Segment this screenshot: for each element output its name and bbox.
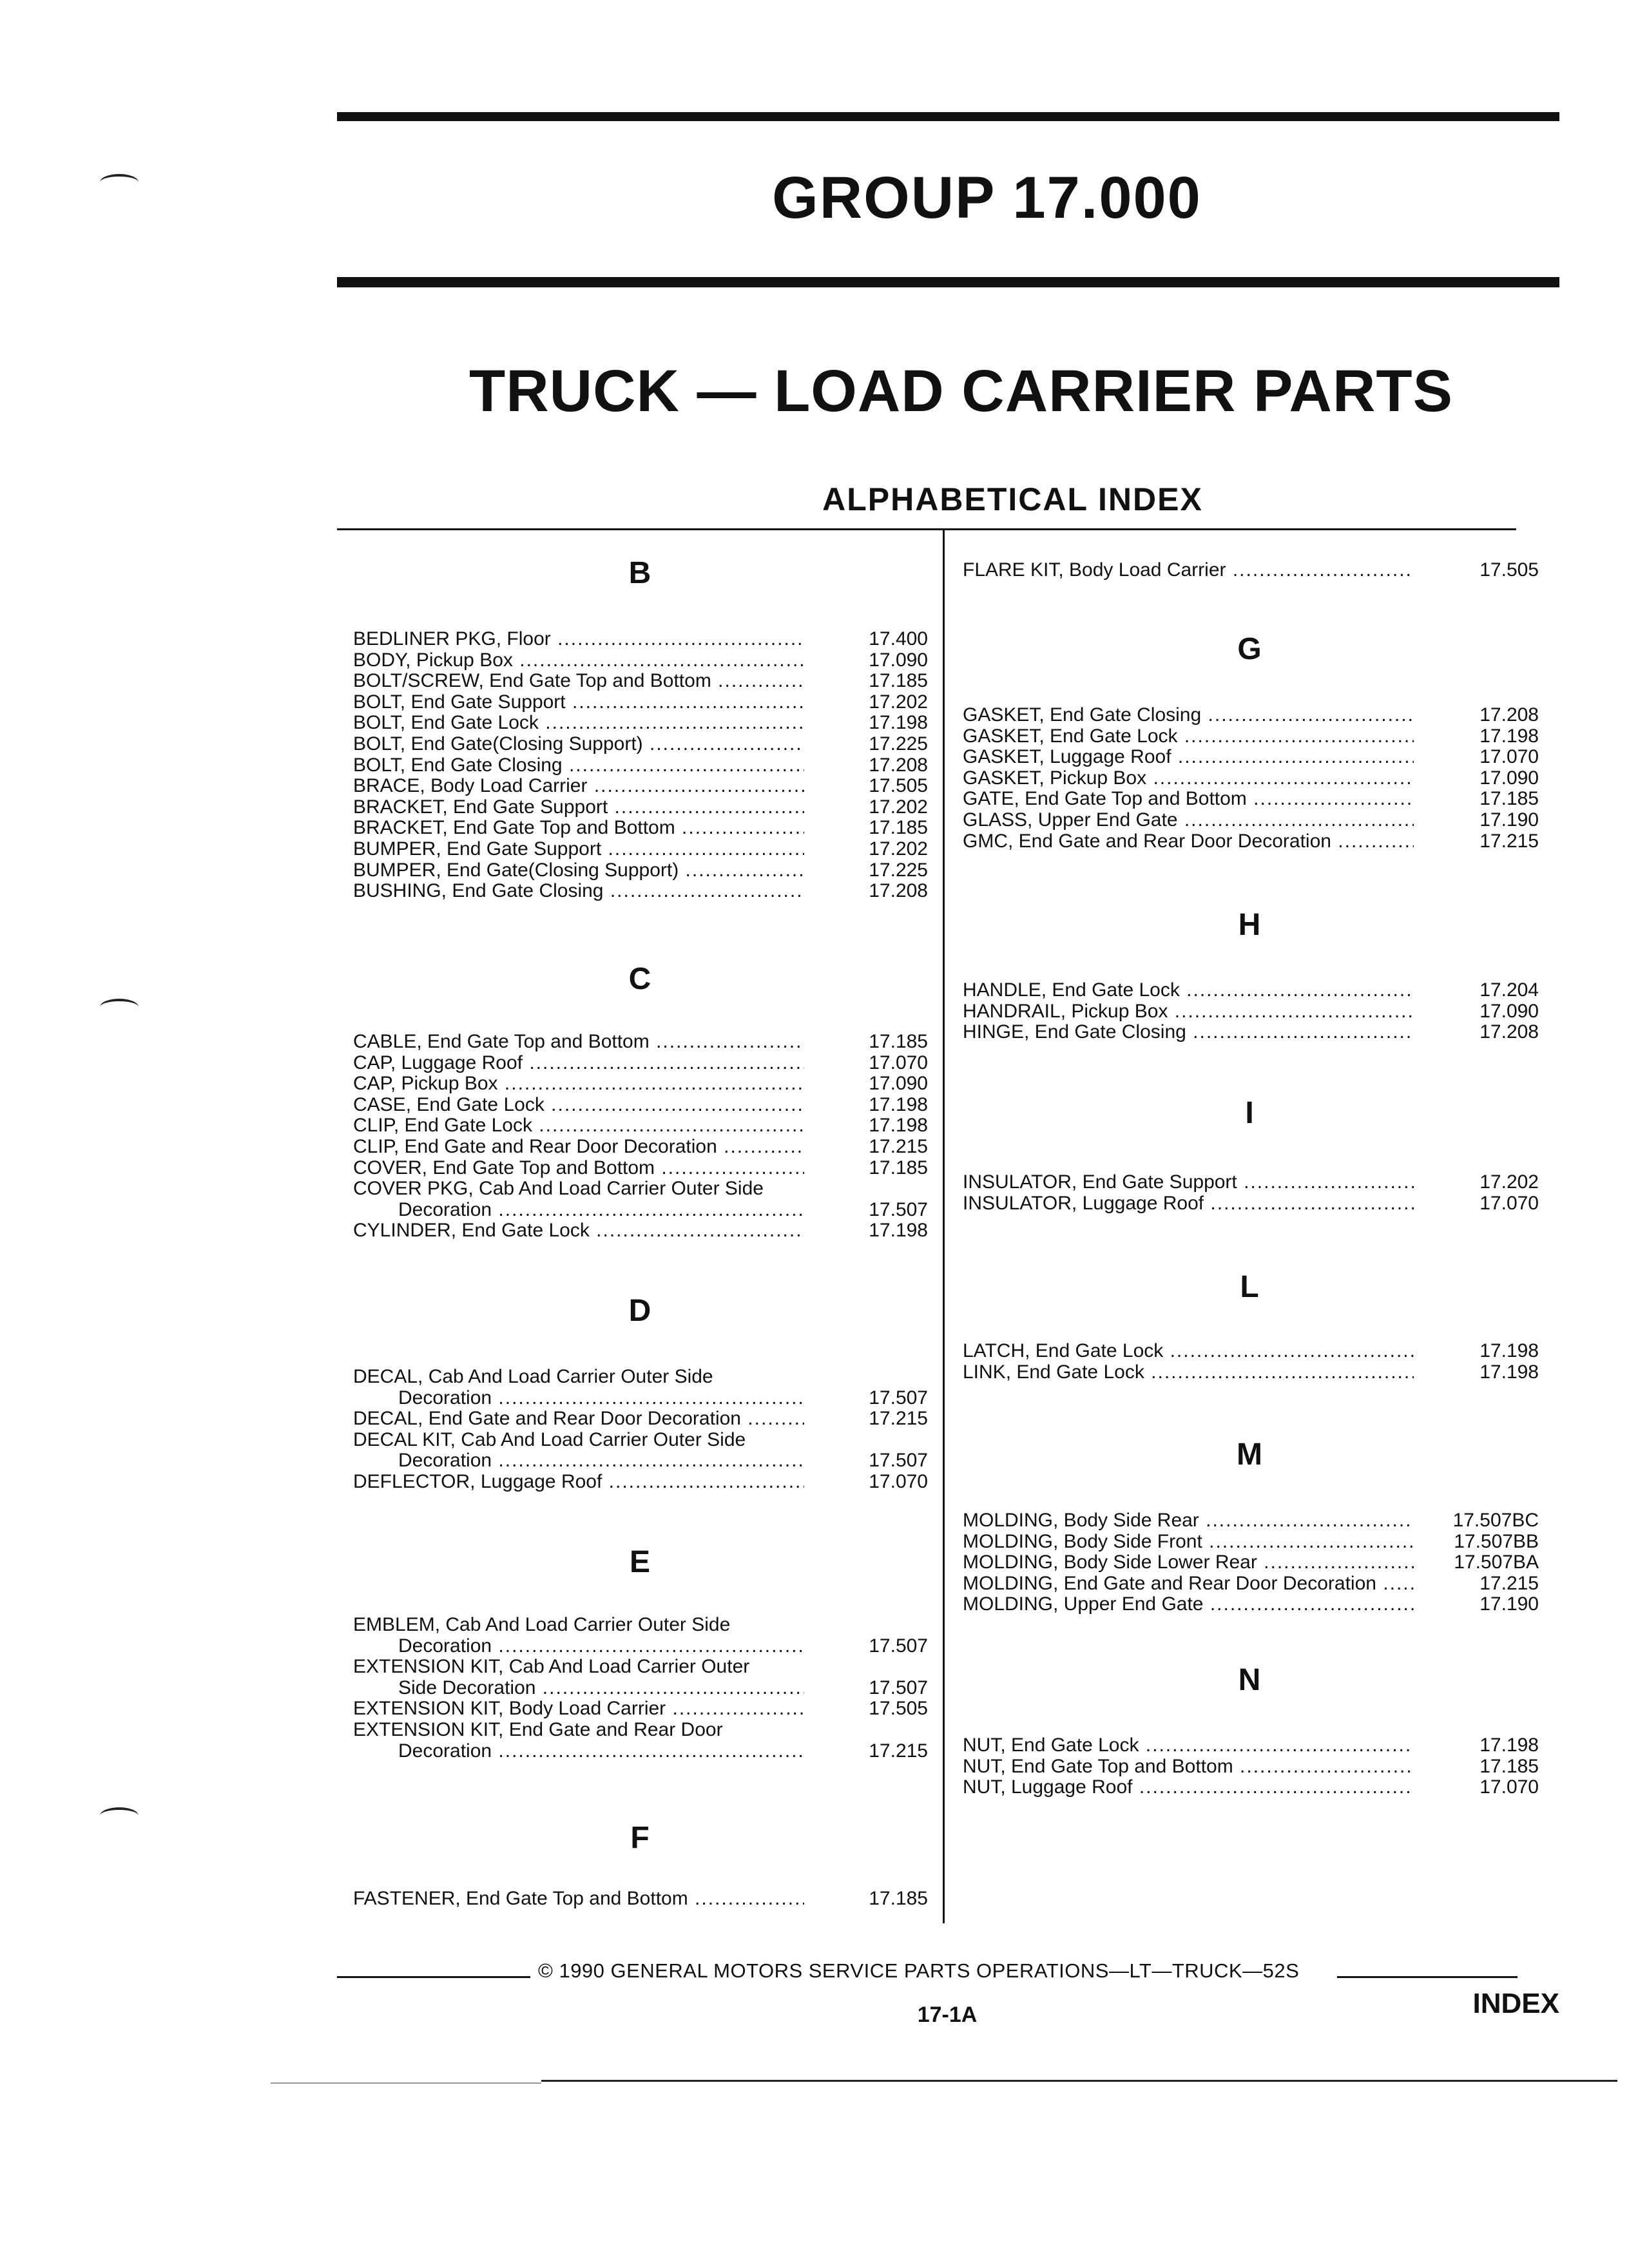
index-entry [353,1178,934,1199]
index-entry-page: 17.198 [1480,1361,1539,1383]
index-entry-page: 17.215 [869,1136,928,1157]
index-entry-text: BRACKET, End Gate Support ..... [353,796,804,818]
index-entry-text: INSULATOR, End Gate Support ..... [963,1171,1414,1193]
index-entry [353,1429,934,1450]
index-entry-text: Decoration ..... [353,1387,804,1408]
index-entry [353,691,934,713]
index-entry-text: BEDLINER PKG, Floor ..... [353,628,804,649]
footer-copyright: © 1990 GENERAL MOTORS SERVICE PARTS OPERATIONS—LT—TRUCK—52S [538,1959,1300,1982]
bottom-rule-faint [271,2082,541,2084]
index-entry-page: 17.505 [869,1698,928,1720]
index-entry [963,746,1539,768]
index-letter-n: N [1238,1663,1261,1697]
header-rule [337,277,1559,287]
index-entry [353,1656,934,1677]
index-entry-text: DECAL, End Gate and Rear Door Decoration ..... [353,1408,804,1429]
index-letter-c: C [628,962,651,996]
index-entry-text: MOLDING, Body Side Front ..... [963,1531,1414,1552]
index-entry-text: BUSHING, End Gate Closing ..... [353,880,804,901]
index-entry-text: GMC, End Gate and Rear Door Decoration ..... [963,831,1414,852]
index-entry [353,1387,934,1408]
index-entry-page: 17.198 [869,712,928,734]
index-letter-d: D [628,1294,651,1328]
index-entry-page: 17.400 [869,628,928,649]
index-entry-page: 17.198 [1480,1340,1539,1361]
index-entry-page: 17.208 [869,880,928,902]
punch-hole-mark [100,999,139,1015]
index-entry-text: GASKET, Pickup Box ..... [963,767,1414,789]
index-entry-page: 17.215 [869,1740,928,1762]
section-label: INDEX [1472,1988,1559,2019]
index-entry [353,1115,934,1136]
index-entry [353,860,934,881]
index-entry-text: HANDLE, End Gate Lock ..... [963,979,1414,1001]
index-entry-page: 17.225 [869,733,928,754]
index-letter-f: F [630,1821,650,1855]
index-entry [353,1408,934,1429]
index-entry-text: CASE, End Gate Lock ..... [353,1094,804,1115]
index-entry-page: 17.185 [869,1031,928,1052]
index-entry [963,704,1539,726]
index-entry [963,1192,1539,1214]
index-entry [353,880,934,901]
index-entry-text: EMBLEM, Cab And Load Carrier Outer Side [353,1614,731,1635]
index-entry-page: 17.090 [1480,767,1539,789]
index-entry [353,670,934,691]
index-entry [963,1000,1539,1022]
punch-hole-mark [100,174,139,191]
index-entry-text: CLIP, End Gate and Rear Door Decoration ..... [353,1136,804,1157]
footer-rule-left [337,1976,530,1978]
index-entry-text: BRACE, Body Load Carrier ..... [353,775,804,796]
index-entry-text: CYLINDER, End Gate Lock ..... [353,1220,804,1241]
index-entry-page: 17.190 [1480,1593,1539,1615]
index-entry-text: FLARE KIT, Body Load Carrier ..... [963,559,1414,581]
index-entry [963,1552,1539,1573]
index-entry-text: COVER PKG, Cab And Load Carrier Outer Side [353,1178,764,1200]
index-entry-page: 17.505 [1480,559,1539,581]
index-entry-text: CABLE, End Gate Top and Bottom ..... [353,1031,804,1052]
index-entry-page: 17.202 [869,796,928,818]
index-entry [353,712,934,733]
index-entry-text: BRACKET, End Gate Top and Bottom ..... [353,817,804,838]
index-entry-text: CAP, Pickup Box ..... [353,1073,804,1094]
index-entry-text: BOLT/SCREW, End Gate Top and Bottom ..... [353,670,804,691]
index-letter-m: M [1237,1437,1262,1472]
index-entry [353,1031,934,1052]
index-entry-text: GATE, End Gate Top and Bottom ..... [963,788,1414,809]
group-title: GROUP 17.000 [772,165,1202,231]
index-entry [353,838,934,860]
index-entry-page: 17.185 [869,1888,928,1909]
punch-hole-mark [100,1807,139,1824]
index-entry-page: 17.185 [869,670,928,692]
index-entry-page: 17.090 [1480,1000,1539,1022]
index-entry-text: CAP, Luggage Roof ..... [353,1052,804,1073]
page-number: 17-1A [917,2003,978,2027]
index-entry [353,628,934,649]
index-entry-text: Decoration ..... [353,1199,804,1220]
index-entry-text: COVER, End Gate Top and Bottom ..... [353,1157,804,1178]
index-entry [963,809,1539,831]
index-rule [337,528,1516,530]
index-heading: ALPHABETICAL INDEX [822,481,1203,517]
index-entry-page: 17.215 [869,1408,928,1430]
index-entry-text: EXTENSION KIT, Cab And Load Carrier Outer [353,1656,750,1678]
index-letter-b: B [628,556,651,590]
index-entry [963,1340,1539,1361]
index-entry [963,1755,1539,1777]
index-entry-text: MOLDING, Body Side Rear ..... [963,1510,1414,1531]
index-entry-page: 17.507BC [1452,1510,1539,1531]
index-entry [963,1530,1539,1552]
index-entry-page: 17.202 [1480,1171,1539,1193]
index-entry-text: BODY, Pickup Box ..... [353,649,804,671]
index-entry-page: 17.208 [1480,1021,1539,1043]
index-entry-text: MOLDING, Upper End Gate ..... [963,1593,1414,1615]
index-entry-text: BOLT, End Gate Lock ..... [353,712,804,733]
index-entry-page: 17.507BA [1454,1552,1539,1573]
index-entry [963,1021,1539,1043]
index-entry-page: 17.185 [1480,788,1539,810]
index-entry-page: 17.185 [869,1157,928,1178]
index-entry-text: CLIP, End Gate Lock ..... [353,1115,804,1136]
index-entry [963,767,1539,789]
top-rule [337,112,1559,121]
index-entry-text: BOLT, End Gate Closing ..... [353,754,804,776]
index-entry [963,1776,1539,1798]
index-entry-text: Decoration ..... [353,1635,804,1657]
index-entry-text: DECAL KIT, Cab And Load Carrier Outer Side [353,1428,746,1450]
index-entry-text: Decoration ..... [353,1450,804,1471]
index-entry-text: NUT, End Gate Lock ..... [963,1735,1414,1756]
index-entry-text: EXTENSION KIT, End Gate and Rear Door [353,1719,723,1740]
index-entry-text: MOLDING, End Gate and Rear Door Decoration ..... [963,1573,1414,1594]
index-entry-page: 17.070 [1480,1776,1539,1798]
index-entry [353,1888,934,1909]
index-entry-text: BOLT, End Gate(Closing Support) ..... [353,733,804,754]
index-entry [353,1220,934,1241]
index-entry [353,1157,934,1178]
index-entry [353,775,934,796]
index-entry [353,1635,934,1657]
index-entry-page: 17.507BB [1454,1530,1539,1552]
index-entry-text: INSULATOR, Luggage Roof ..... [963,1193,1414,1214]
index-entry-page: 17.208 [869,754,928,776]
index-entry-page: 17.507 [869,1635,928,1657]
index-entry-text: BUMPER, End Gate Support ..... [353,838,804,860]
index-entry-text: GASKET, End Gate Closing ..... [963,704,1414,726]
index-entry [353,1073,934,1094]
index-entry-page: 17.507 [869,1450,928,1472]
index-entry-text: Decoration ..... [353,1740,804,1762]
index-entry-page: 17.185 [869,817,928,839]
index-entry [353,1450,934,1471]
index-entry [963,830,1539,852]
index-entry [353,1199,934,1220]
index-entry-text: NUT, End Gate Top and Bottom ..... [963,1756,1414,1777]
index-entry [963,788,1539,810]
index-entry [353,796,934,818]
index-entry-page: 17.090 [869,1073,928,1095]
index-entry-text: Side Decoration ..... [353,1677,804,1698]
index-entry-text: NUT, Luggage Roof ..... [963,1776,1414,1798]
index-entry-text: DECAL, Cab And Load Carrier Outer Side [353,1366,713,1387]
index-entry-page: 17.198 [1480,725,1539,747]
index-entry-page: 17.190 [1480,809,1539,831]
index-entry-page: 17.505 [869,775,928,797]
page-title: TRUCK — LOAD CARRIER PARTS [469,358,1453,424]
index-entry [963,1593,1539,1615]
index-letter-i: I [1245,1096,1254,1130]
index-entry-text: LATCH, End Gate Lock ..... [963,1340,1414,1361]
index-entry-page: 17.208 [1480,704,1539,726]
index-entry [963,725,1539,747]
index-entry [963,1735,1539,1756]
index-entry-text: HANDRAIL, Pickup Box ..... [963,1001,1414,1022]
index-entry-page: 17.198 [869,1093,928,1115]
index-entry-page: 17.202 [869,691,928,713]
index-entry [353,1740,934,1762]
index-entry-page: 17.185 [1480,1755,1539,1777]
index-letter-h: H [1238,908,1261,942]
index-entry-page: 17.198 [869,1115,928,1137]
index-entry-text: FASTENER, End Gate Top and Bottom ..... [353,1888,804,1909]
index-entry-page: 17.070 [869,1052,928,1073]
index-entry-text: BOLT, End Gate Support ..... [353,691,804,713]
index-entry [353,1136,934,1157]
index-entry-page: 17.090 [869,649,928,671]
index-entry [963,979,1539,1001]
index-entry [353,1719,934,1740]
index-entry-text: LINK, End Gate Lock ..... [963,1361,1414,1383]
index-entry-page: 17.198 [1480,1735,1539,1756]
index-entry-page: 17.202 [869,838,928,860]
index-entry-text: DEFLECTOR, Luggage Roof ..... [353,1471,804,1492]
index-entry [353,754,934,776]
index-entry [353,1366,934,1387]
index-entry [353,817,934,838]
index-entry [963,1510,1539,1531]
index-entry [963,559,1539,581]
index-entry-page: 17.198 [869,1220,928,1242]
bottom-rule [541,2080,1617,2082]
index-entry [963,1171,1539,1193]
index-entry [353,1471,934,1492]
index-entry-text: HINGE, End Gate Closing ..... [963,1021,1414,1043]
index-entry [353,1052,934,1073]
index-entry [963,1361,1539,1383]
index-entry-text: GLASS, Upper End Gate ..... [963,809,1414,831]
index-entry-text: BUMPER, End Gate(Closing Support) ..... [353,860,804,881]
index-entry-text: GASKET, End Gate Lock ..... [963,726,1414,747]
index-entry [353,649,934,671]
index-entry-page: 17.225 [869,859,928,881]
index-entry-text: MOLDING, Body Side Lower Rear ..... [963,1552,1414,1573]
index-entry-page: 17.204 [1480,979,1539,1001]
index-entry-page: 17.215 [1480,1572,1539,1594]
index-entry-page: 17.507 [869,1387,928,1408]
index-letter-e: E [629,1545,650,1579]
index-entry-page: 17.070 [869,1471,928,1492]
index-letter-g: G [1237,632,1262,666]
index-entry-page: 17.070 [1480,1192,1539,1214]
index-letter-l: L [1240,1270,1259,1304]
index-entry-page: 17.507 [869,1677,928,1698]
index-entry [353,1677,934,1698]
index-entry [353,733,934,754]
index-entry-text: EXTENSION KIT, Body Load Carrier ..... [353,1698,804,1719]
footer-rule-right [1337,1976,1518,1978]
index-entry-page: 17.507 [869,1198,928,1220]
index-entry [353,1094,934,1115]
index-entry-page: 17.215 [1480,830,1539,852]
index-entry [963,1572,1539,1594]
index-entry-text: GASKET, Luggage Roof ..... [963,746,1414,767]
column-divider [943,530,945,1923]
index-entry [353,1614,934,1635]
index-entry [353,1698,934,1719]
index-entry-page: 17.070 [1480,746,1539,768]
